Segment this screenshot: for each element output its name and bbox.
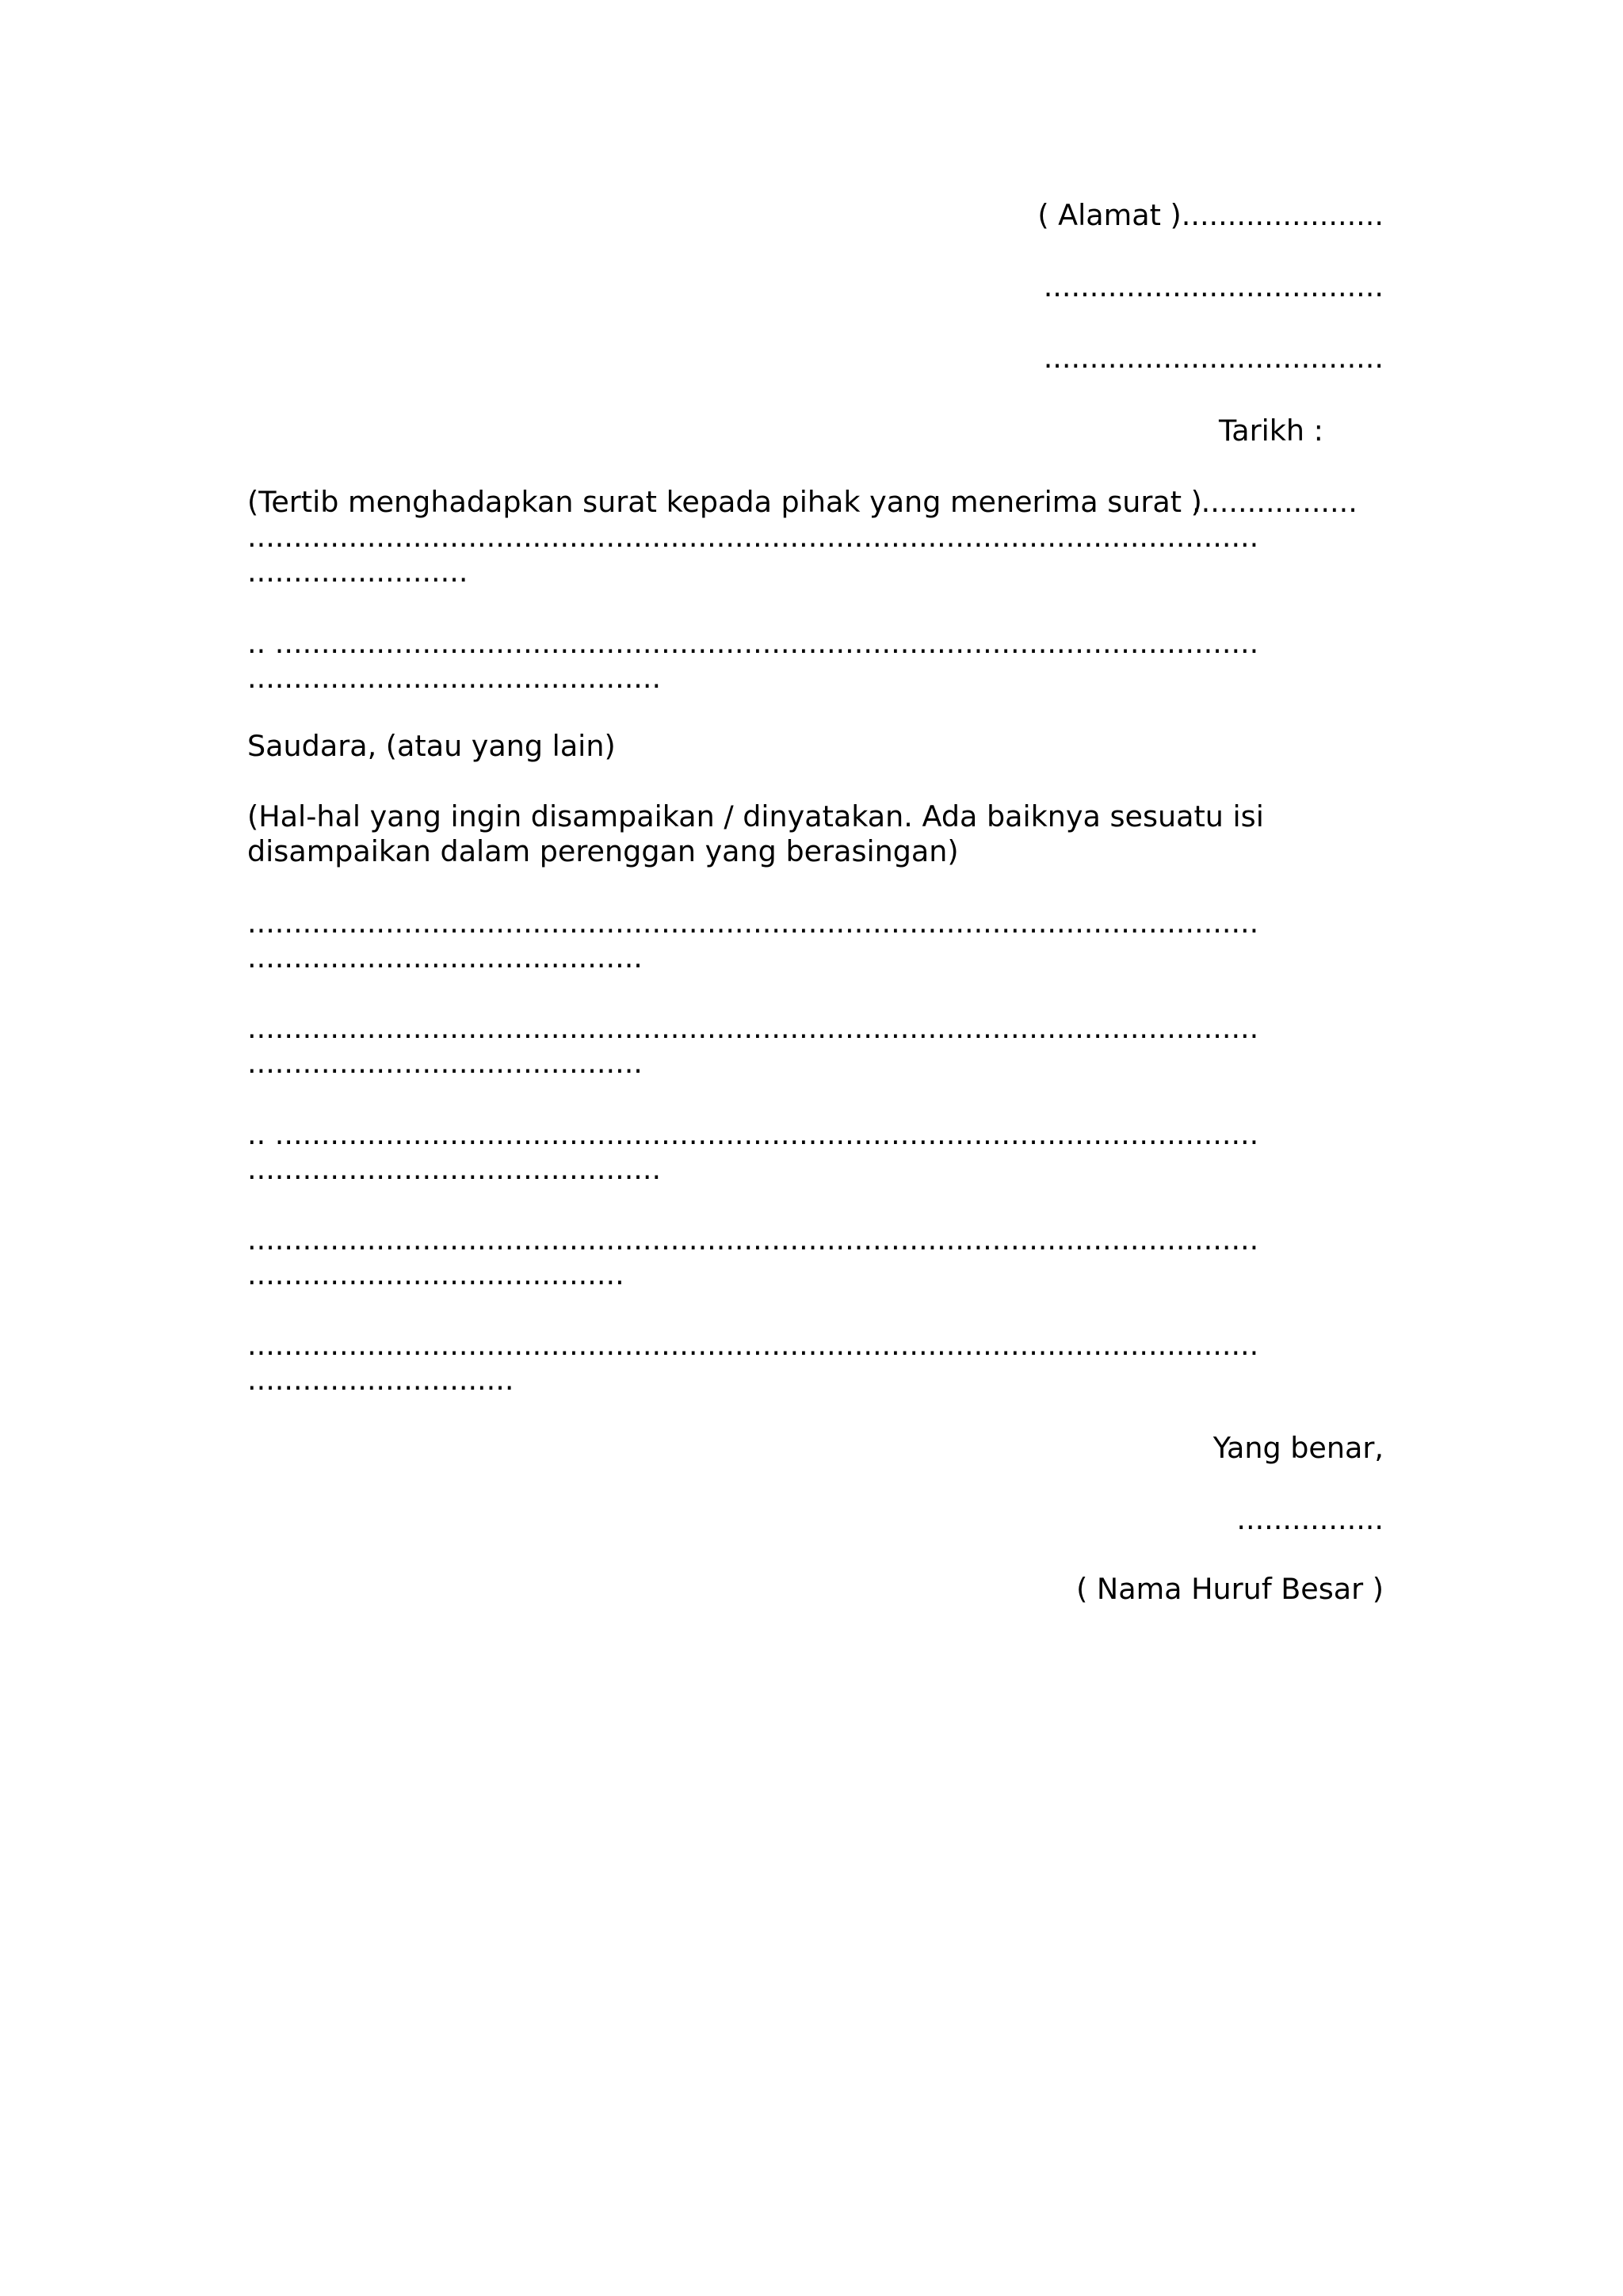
paragraph-4-line-2: .........................................	[247, 1257, 624, 1291]
recipient-line-2: ........................	[247, 555, 468, 589]
salutation: Saudara, (atau yang lain)	[247, 729, 616, 763]
body-note-line-1: (Hal-hal yang ingin disampaikan / dinyatakan. Ada baiknya sesuatu isi	[247, 799, 1264, 833]
recipient-line-1: ..............................................................................................................	[247, 520, 1259, 554]
paragraph-3-line-1: .. ...........................................................................................................	[247, 1117, 1259, 1151]
paragraph-4-line-1: ..............................................................................................................	[247, 1222, 1259, 1257]
paragraph-3-line-2: .............................................	[247, 1152, 662, 1186]
paragraph-1-line-2: ...........................................	[247, 940, 643, 974]
name-label: ( Nama Huruf Besar )	[1076, 1572, 1384, 1606]
address-label: ( Alamat )......................	[1037, 198, 1384, 232]
date-label: Tarikh :	[1219, 414, 1323, 448]
paragraph-5-line-2: .............................	[247, 1363, 514, 1397]
signature-fill: ................	[1236, 1502, 1384, 1536]
valediction: Yang benar,	[1212, 1431, 1384, 1465]
paragraph-2-line-2: ...........................................	[247, 1046, 643, 1080]
address-line-2: .....................................	[1043, 269, 1384, 303]
body-note-line-2: disampaikan dalam perenggan yang berasingan)	[247, 834, 959, 868]
recipient-line-4: .............................................	[247, 661, 662, 695]
recipient-line-3: .. ...........................................................................................................	[247, 626, 1259, 660]
address-line-3: .....................................	[1043, 341, 1384, 375]
paragraph-2-line-1: ..............................................................................................................	[247, 1011, 1259, 1045]
recipient-instruction-fill: ..................	[1192, 485, 1358, 519]
paragraph-5-line-1: ..............................................................................................................	[247, 1328, 1259, 1362]
paragraph-1-line-1: ..............................................................................................................	[247, 906, 1259, 940]
recipient-instruction: (Tertib menghadapkan surat kepada pihak yang menerima surat )	[247, 485, 1202, 519]
